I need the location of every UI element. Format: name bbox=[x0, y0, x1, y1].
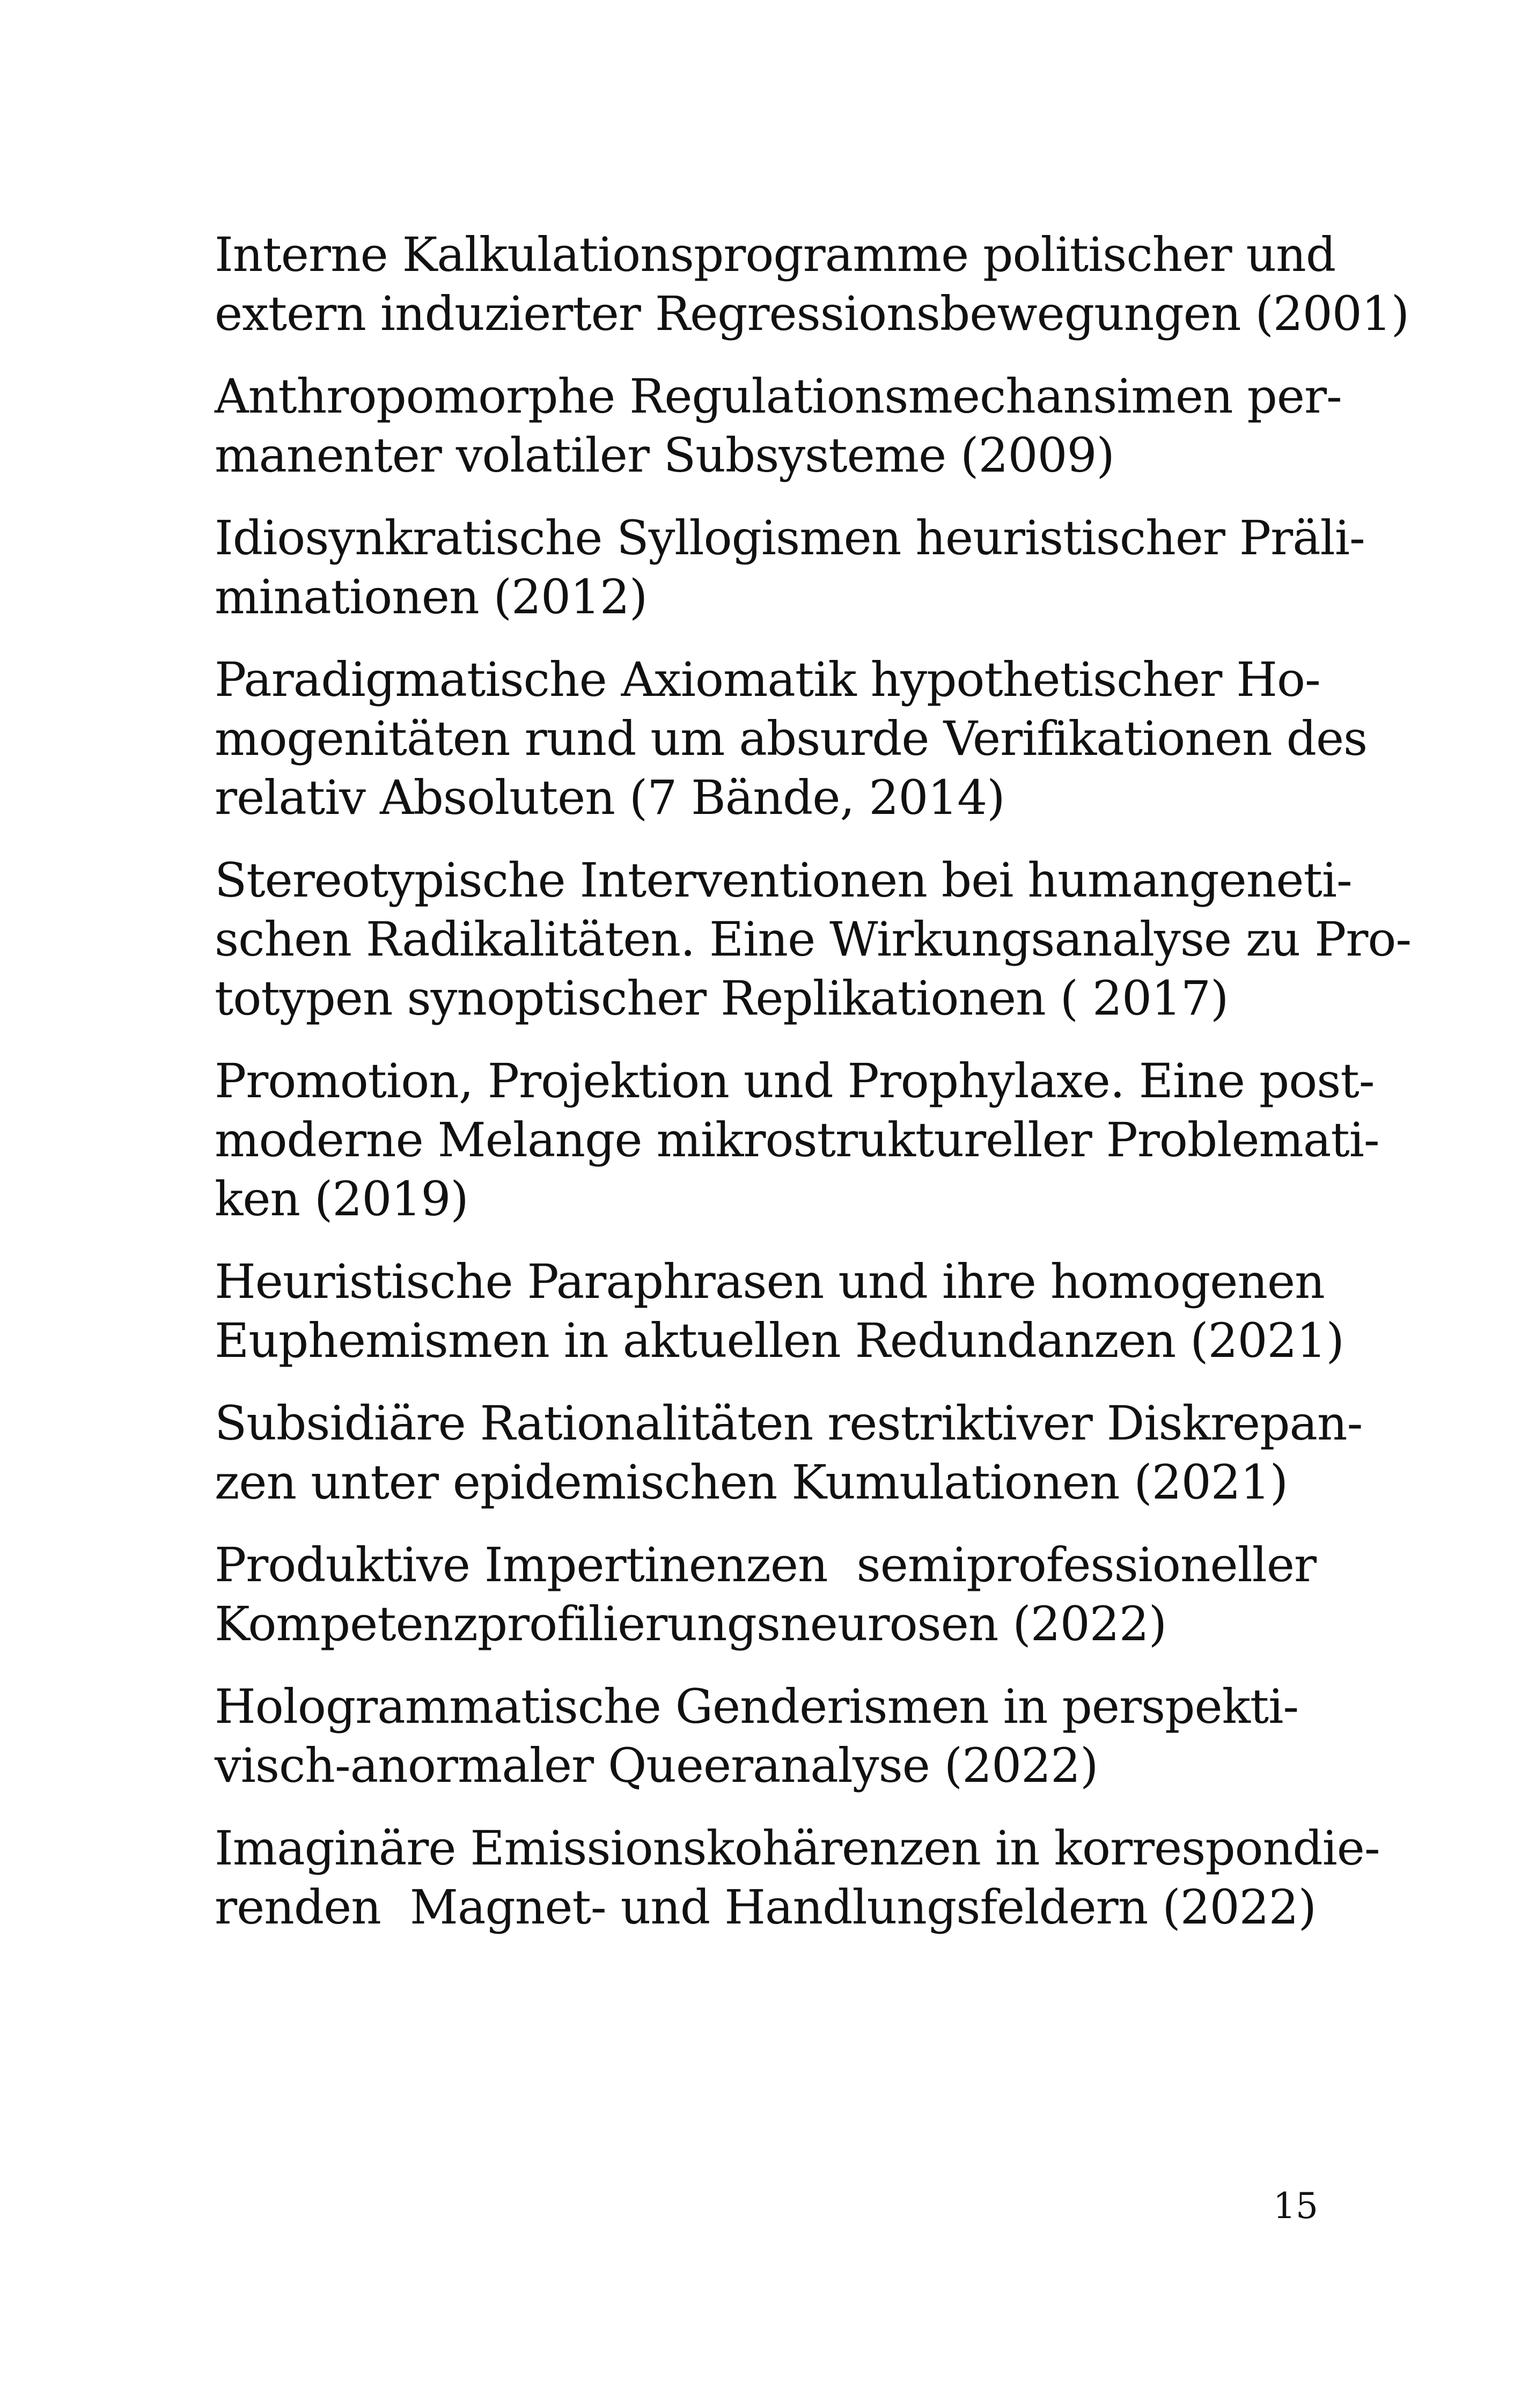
bibliography-entry bbox=[215, 650, 1368, 827]
entry-line: extern induzierter Regressionsbewegungen (2001) bbox=[215, 286, 1409, 341]
entry-line: schen Radikalitäten. Eine Wirkungsanalyse zu Pro- bbox=[215, 912, 1412, 967]
entry-line: Idiosynkratische Syllogismen heuristischer Präli- bbox=[215, 510, 1365, 566]
bibliography-entry bbox=[215, 509, 1365, 627]
entry-line: Heuristische Paraphrasen und ihre homogenen bbox=[215, 1254, 1325, 1309]
bibliography-list bbox=[215, 225, 1412, 1961]
bibliography-entry bbox=[215, 1052, 1379, 1229]
entry-line: Kompetenzprofilierungsneurosen (2022) bbox=[215, 1596, 1167, 1651]
bibliography-entry bbox=[215, 1252, 1344, 1370]
bibliography-entry bbox=[215, 1677, 1320, 1795]
entry-line: Anthropomorphe Regulationsmechansimen per- bbox=[215, 369, 1342, 424]
entry-line: Interne Kalkulationsprogramme politischer und bbox=[215, 227, 1336, 282]
bibliography-entry bbox=[215, 851, 1412, 1028]
entry-line: Produktive Impertinenzen semiprofessioneller bbox=[215, 1537, 1317, 1592]
entry-line: Subsidiäre Rationalitäten restriktiver Diskrepan- bbox=[215, 1396, 1363, 1451]
bibliography-entry bbox=[215, 367, 1342, 485]
entry-line: Hologrammatische Genderismen in perspekti- bbox=[215, 1679, 1299, 1734]
entry-line: Euphemismen in aktuellen Redundanzen (2021) bbox=[215, 1313, 1344, 1368]
bibliography-entry bbox=[215, 1536, 1320, 1654]
entry-line: zen unter epidemischen Kumulationen (2021) bbox=[215, 1455, 1288, 1510]
entry-line: totypen synoptischer Replikationen ( 2017) bbox=[215, 971, 1229, 1026]
bibliography-entry bbox=[215, 225, 1409, 343]
entry-line: Paradigmatische Axiomatik hypothetischer Ho- bbox=[215, 652, 1320, 707]
entry-line: minationen (2012) bbox=[215, 569, 648, 625]
entry-line: renden Magnet- und Handlungsfeldern (2022) bbox=[215, 1880, 1316, 1935]
entry-line: mogenitäten rund um absurde Verifikationen des bbox=[215, 711, 1368, 766]
bibliography-entry bbox=[215, 1394, 1363, 1512]
entry-line: Imaginäre Emissionskohärenzen in korrespondie- bbox=[215, 1820, 1380, 1876]
entry-line: moderne Melange mikrostruktureller Problemati- bbox=[215, 1112, 1379, 1168]
entry-line: ken (2019) bbox=[215, 1171, 468, 1227]
entry-line: Promotion, Projektion und Prophylaxe. Eine post- bbox=[215, 1053, 1375, 1108]
entry-line: relativ Absoluten (7 Bände, 2014) bbox=[215, 770, 1005, 825]
entry-line: manenter volatiler Subsysteme (2009) bbox=[215, 428, 1114, 483]
entry-line: Stereotypische Interventionen bei humangeneti- bbox=[215, 853, 1352, 908]
bibliography-entry bbox=[215, 1819, 1380, 1937]
entry-line: visch-anormaler Queeranalyse (2022) bbox=[215, 1738, 1098, 1793]
page-number: 15 bbox=[1273, 2185, 1318, 2227]
